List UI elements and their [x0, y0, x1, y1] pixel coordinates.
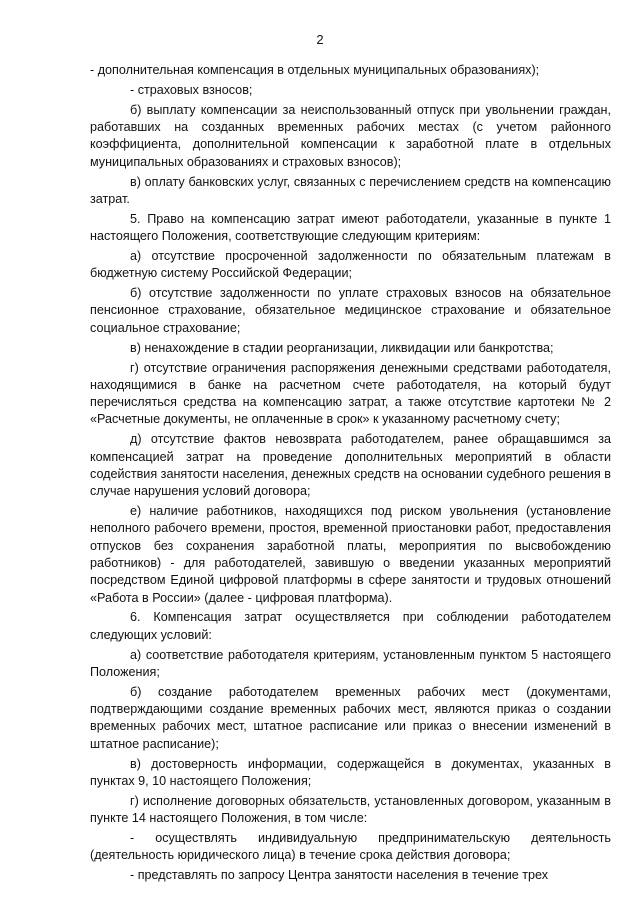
paragraph-criterion-b: б) отсутствие задолженности по уплате страховых взносов на обязательное пенсионное страхование, обязательное медицинское страхование и обязательное социальное страхование;	[90, 286, 611, 335]
page-number: 2	[316, 32, 324, 47]
paragraph-obligation-business-activity: - осуществлять индивидуальную предпринимательскую деятельность (деятельность юридического лица) в течение срока действия договора;	[90, 830, 611, 863]
paragraph-condition-v: в) достоверность информации, содержащейся в документах, указанных в пунктах 9, 10 настоящего Положения;	[90, 756, 611, 788]
paragraph-clause-5: 5. Право на компенсацию затрат имеют работодатели, указанные в пункте 1 настоящего Положения, соответствующие следующим критериям:	[90, 211, 611, 244]
document-body	[90, 62, 611, 887]
paragraph-condition-b: б) создание работодателем временных рабочих мест (документами, подтверждающими создание временных рабочих мест, являются приказ о создании временных рабочих мест, штатное расписание или приказ о внесении изменений в штатное расписание);	[90, 684, 611, 751]
paragraph-criterion-d: д) отсутствие фактов невозврата работодателем, ранее обращавшимся за компенсацией затрат на проведение дополнительных мероприятий в области содействия занятости населения, денежных средств на основании судебного решения в случае нарушения условий договора;	[90, 432, 611, 499]
paragraph-criterion-v: в) ненахождение в стадии реорганизации, ликвидации или банкротства;	[130, 340, 554, 355]
paragraph-obligation-provide-on-request: - представлять по запросу Центра занятости населения в течение трех	[130, 868, 549, 883]
paragraph-criterion-g: г) отсутствие ограничения распоряжения денежными средствами работодателя, находящимися в банке на расчетном счете работодателя, на который будут перечисляться средства на компенсацию затрат, а также отсутствие картотеки № 2 «Расчетные документы, не оплаченные в срок» к указанному расчетному счету;	[90, 360, 611, 427]
paragraph-criterion-e: е) наличие работников, находящихся под риском увольнения (установление неполного рабочего времени, простоя, временной приостановки работ, предоставления отпусков без сохранения заработной платы, мероприятия по высвобождению работников) - для работодателей, завившую о введении указанных мероприятий посредством Единой цифровой платформы в сфере занятости и трудовых отношений «Работа в России» (далее - цифровая платформа).	[90, 504, 611, 605]
paragraph-condition-a: а) соответствие работодателя критериям, установленным пунктом 5 настоящего Положения;	[90, 647, 611, 679]
paragraph-item-v-bank-services: в) оплату банковских услуг, связанных с перечислением средств на компенсацию затрат.	[90, 174, 611, 206]
paragraph-criterion-a: а) отсутствие просроченной задолженности по обязательным платежам в бюджетную систему Российской Федерации;	[90, 248, 611, 281]
paragraph-insurance-contributions: - страховых взносов;	[130, 82, 253, 97]
paragraph-condition-g: г) исполнение договорных обязательств, установленных договором, указанным в пункте 14 настоящего Положения, в том числе:	[90, 793, 611, 826]
paragraph-additional-compensation: - дополнительная компенсация в отдельных муниципальных образованиях);	[90, 63, 540, 77]
paragraph-item-b-vacation-compensation: б) выплату компенсации за неиспользованный отпуск при увольнении граждан, работавших на созданных временных рабочих местах (с учетом районного коэффициента, дополнительной компенсации к заработной плате в отдельных муниципальных образованиях и страховых взносов);	[90, 102, 611, 169]
paragraph-clause-6: 6. Компенсация затрат осуществляется при соблюдении работодателем следующих условий:	[90, 610, 611, 642]
